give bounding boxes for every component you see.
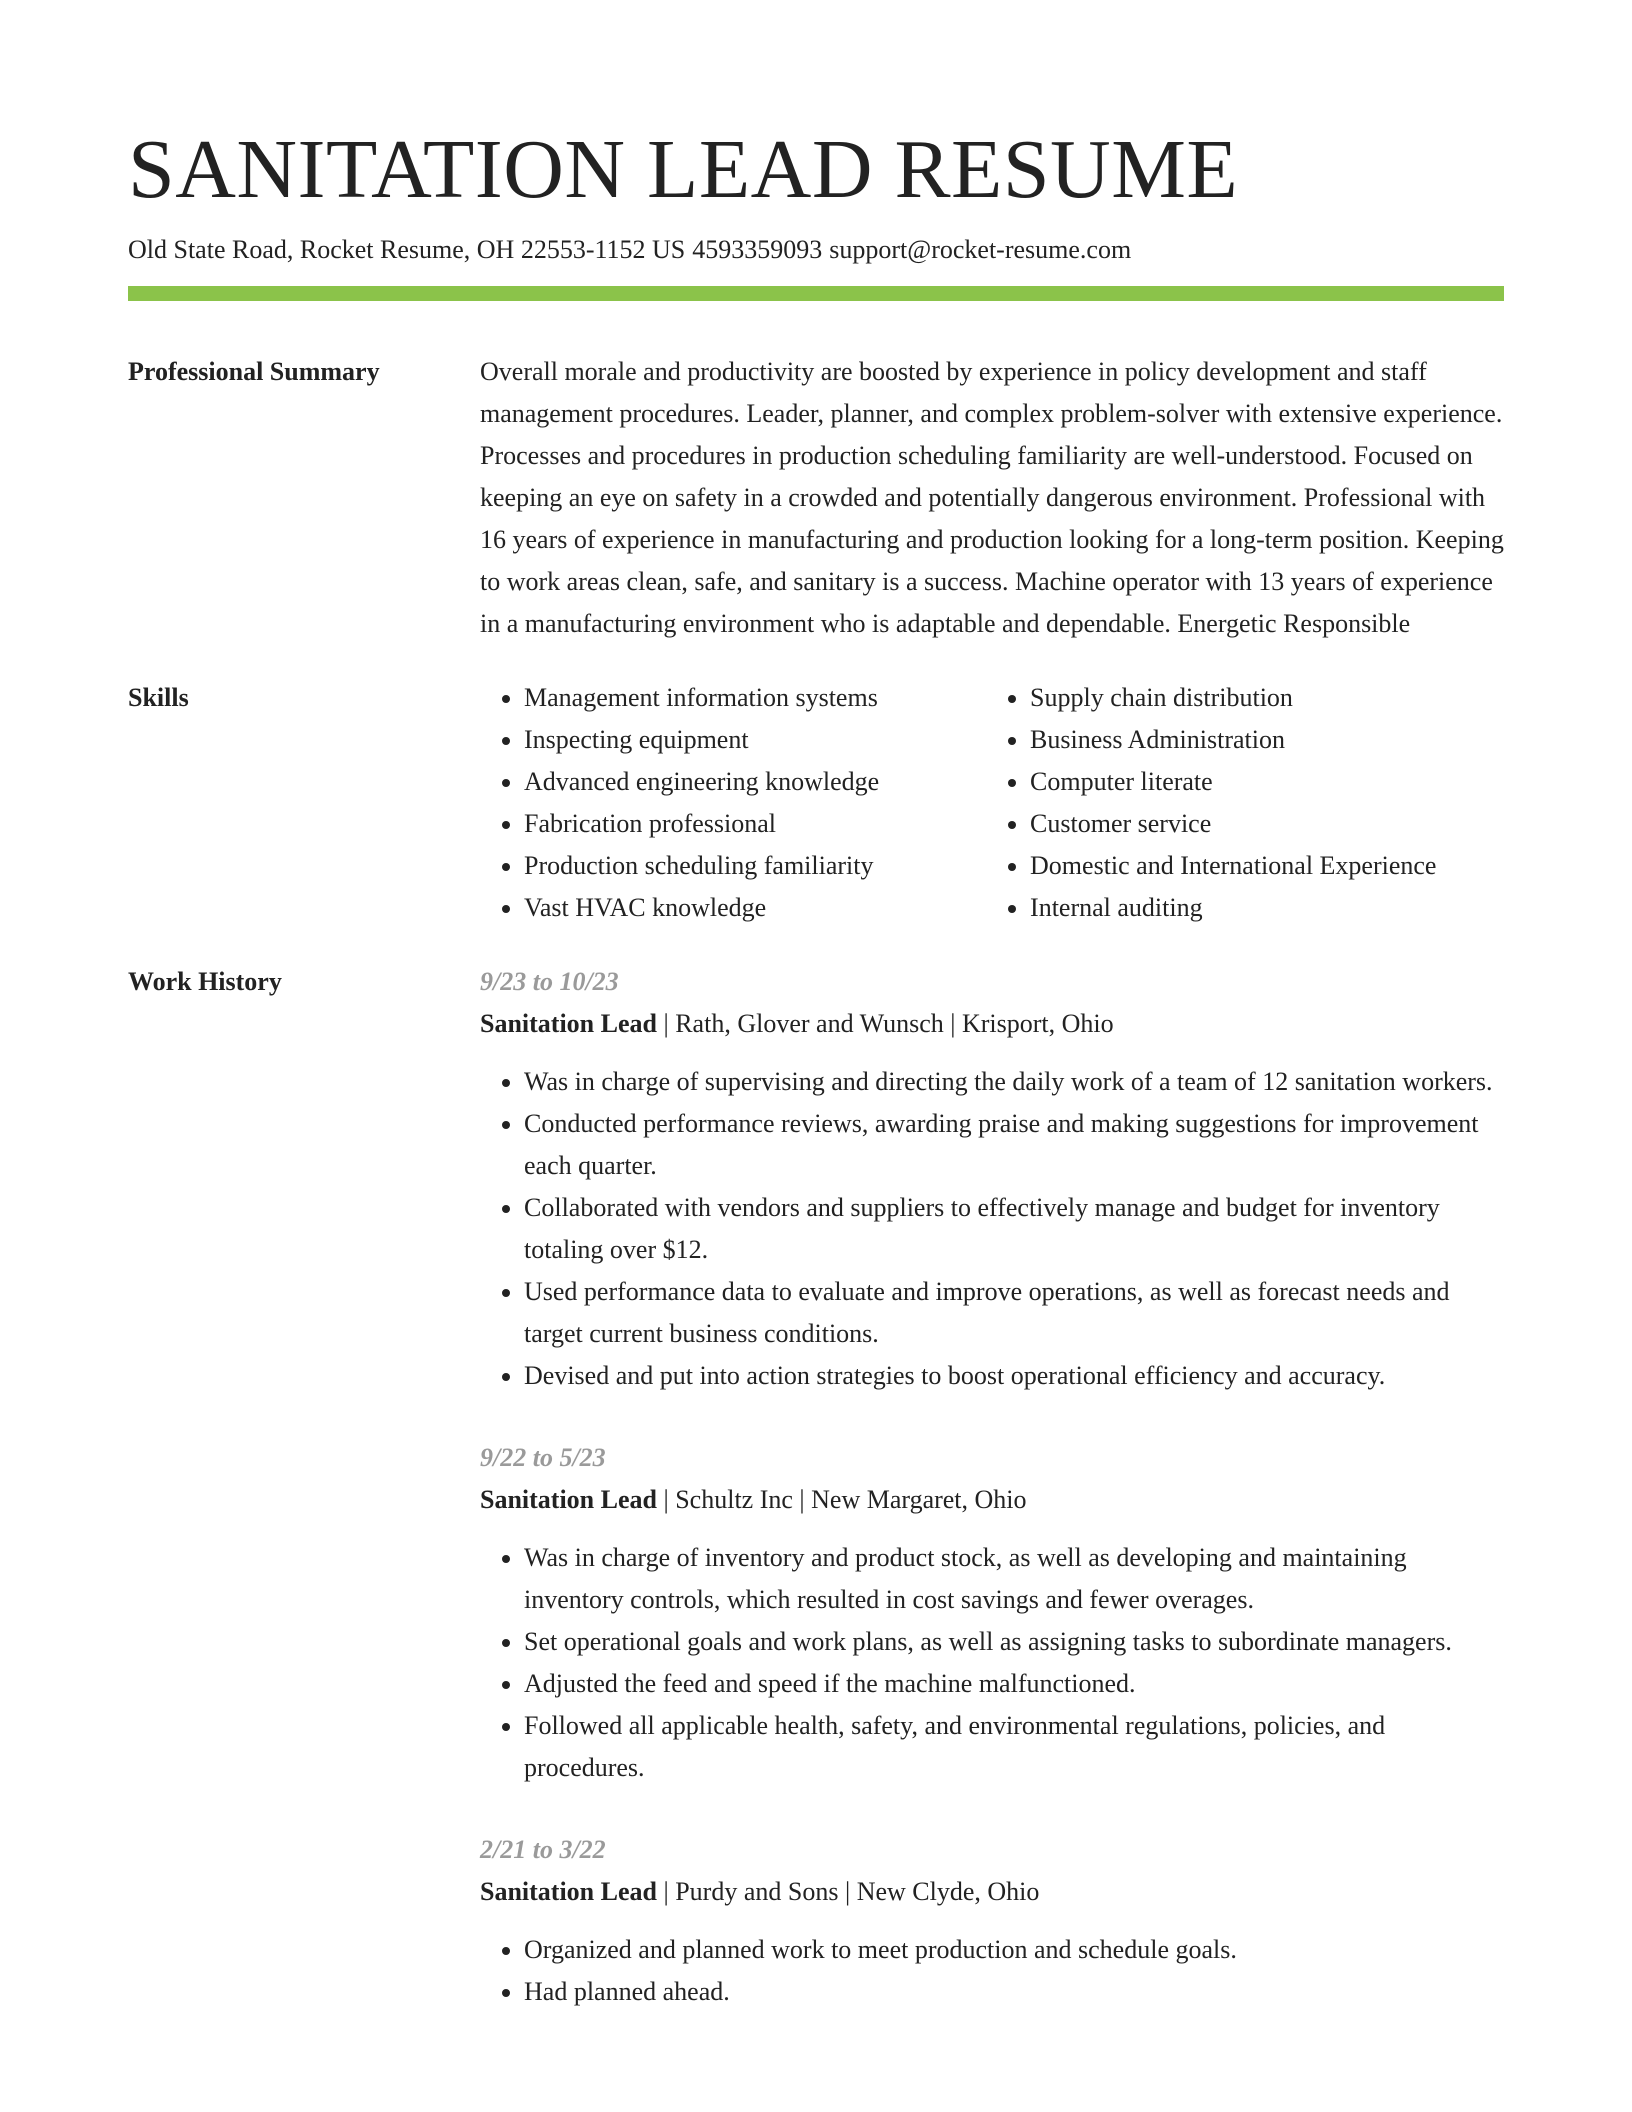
job-bullet: • Used performance data to evaluate and improve operations, as well as forecast needs and target current business conditions. xyxy=(524,1271,1504,1355)
skill-item: • Customer service xyxy=(1030,803,1504,845)
job-heading xyxy=(480,1871,1504,1913)
contact-line xyxy=(128,234,1504,266)
job-bullet: • Organized and planned work to meet production and schedule goals. xyxy=(524,1929,1504,1971)
skill-item: • Computer literate xyxy=(1030,761,1504,803)
job-company: Purdy and Sons xyxy=(675,1877,839,1906)
skill-item: • Production scheduling familiarity xyxy=(524,845,982,887)
job-heading xyxy=(480,1003,1504,1045)
job-title: Sanitation Lead xyxy=(480,1009,657,1038)
job-bullets xyxy=(480,1929,1504,2013)
job-bullet: • Was in charge of supervising and directing the daily work of a team of 12 sanitation workers. xyxy=(524,1061,1504,1103)
job-bullet: • Adjusted the feed and speed if the machine malfunctioned. xyxy=(524,1663,1504,1705)
job-dates: 9/22 to 5/23 xyxy=(480,1443,606,1472)
job-bullet: • Conducted performance reviews, awarding praise and making suggestions for improvement each quarter. xyxy=(524,1103,1504,1187)
skill-item: • Advanced engineering knowledge xyxy=(524,761,982,803)
job-bullet: • Had planned ahead. xyxy=(524,1971,1504,2013)
job-bullet: • Collaborated with vendors and suppliers to effectively manage and budget for inventory totaling over $12. xyxy=(524,1187,1504,1271)
job-location: New Clyde, Ohio xyxy=(856,1877,1040,1906)
job-company: Rath, Glover and Wunsch xyxy=(675,1009,944,1038)
professional-summary-section xyxy=(128,351,1504,645)
work-history-section xyxy=(128,961,1504,2053)
job-entry-1 xyxy=(480,961,1504,1397)
job-entry-3 xyxy=(480,1829,1504,2013)
job-bullet: • Was in charge of inventory and product stock, as well as developing and maintaining inventory controls, which resulted in cost savings and fewer overages. xyxy=(524,1537,1504,1621)
job-bullets xyxy=(480,1537,1504,1789)
summary-text: Overall morale and productivity are boosted by experience in policy development and staff management procedures. Leader, planner, and complex problem-solver with extensive experience. Processes and procedures in production scheduling familiarity are well-understood. Focused on keeping an eye on safety in a crowded and potentially dangerous environment. Professional with 16 years of experience in manufacturing and production looking for a long-term position. Keeping to work areas clean, safe, and sanitary is a success. Machine operator with 13 years of experience in a manufacturing environment who is adaptable and dependable. Energetic Responsible xyxy=(480,357,1504,638)
job-separator: | xyxy=(657,1485,676,1514)
skills-columns xyxy=(480,677,1504,929)
resume-title: SANITATION LEAD RESUME xyxy=(128,123,1239,216)
job-location: Krisport, Ohio xyxy=(961,1009,1114,1038)
contact-email: support@rocket-resume.com xyxy=(829,235,1132,264)
header-divider xyxy=(128,286,1504,301)
job-dates: 2/21 to 3/22 xyxy=(480,1835,606,1864)
section-label-summary: Professional Summary xyxy=(128,357,380,386)
job-entry-2 xyxy=(480,1437,1504,1789)
resume-page xyxy=(128,120,1504,2053)
skill-item: • Vast HVAC knowledge xyxy=(524,887,982,929)
skill-item: • Domestic and International Experience xyxy=(1030,845,1504,887)
skill-item: • Supply chain distribution xyxy=(1030,677,1504,719)
job-bullet: • Set operational goals and work plans, as well as assigning tasks to subordinate managers. xyxy=(524,1621,1504,1663)
job-title: Sanitation Lead xyxy=(480,1877,657,1906)
job-separator: | xyxy=(657,1877,676,1906)
section-label-work: Work History xyxy=(128,967,282,996)
job-location: New Margaret, Ohio xyxy=(811,1485,1027,1514)
skill-item: • Business Administration xyxy=(1030,719,1504,761)
job-bullet: • Followed all applicable health, safety, and environmental regulations, policies, and procedures. xyxy=(524,1705,1504,1789)
job-separator: | xyxy=(657,1009,676,1038)
skill-item: • Management information systems xyxy=(524,677,982,719)
job-separator: | xyxy=(943,1009,962,1038)
job-bullets xyxy=(480,1061,1504,1397)
skills-list-right xyxy=(986,677,1504,929)
job-heading xyxy=(480,1479,1504,1521)
job-bullet: • Devised and put into action strategies to boost operational efficiency and accuracy. xyxy=(524,1355,1504,1397)
skill-item: • Inspecting equipment xyxy=(524,719,982,761)
section-label-skills: Skills xyxy=(128,683,189,712)
job-company: Schultz Inc xyxy=(675,1485,793,1514)
skills-list-left xyxy=(480,677,982,929)
skill-item: • Fabrication professional xyxy=(524,803,982,845)
job-separator: | xyxy=(792,1485,812,1514)
contact-address: Old State Road, Rocket Resume, OH 22553-1152 US xyxy=(128,235,686,264)
contact-phone: 4593359093 xyxy=(692,235,823,264)
job-title: Sanitation Lead xyxy=(480,1485,657,1514)
skill-item: • Internal auditing xyxy=(1030,887,1504,929)
skills-section xyxy=(128,677,1504,929)
job-separator: | xyxy=(838,1877,857,1906)
job-dates: 9/23 to 10/23 xyxy=(480,967,619,996)
